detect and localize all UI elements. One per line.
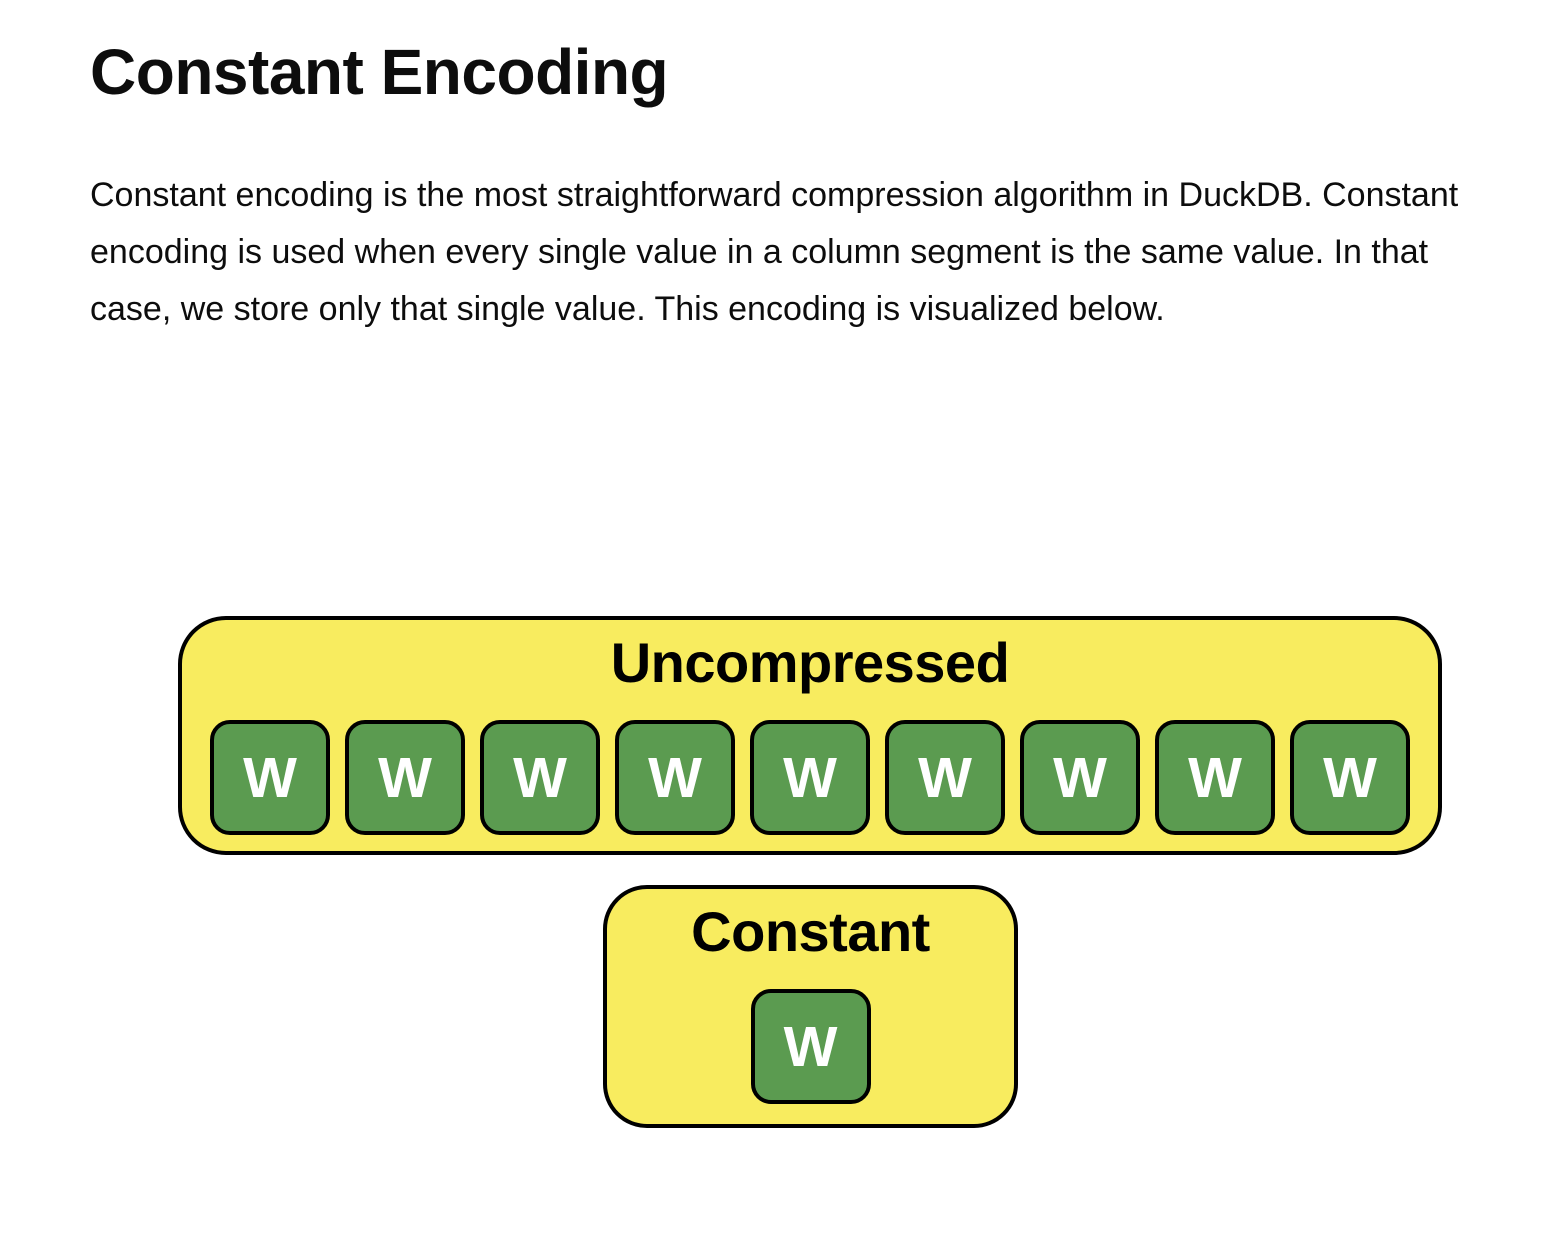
uncompressed-label: Uncompressed bbox=[610, 631, 1010, 694]
constant-label: Constant bbox=[691, 900, 930, 963]
value-cell: W bbox=[480, 720, 600, 835]
value-cell: W bbox=[751, 989, 871, 1104]
value-cell: W bbox=[210, 720, 330, 835]
uncompressed-cells-row bbox=[182, 720, 1438, 835]
value-cell: W bbox=[1155, 720, 1275, 835]
uncompressed-container bbox=[178, 616, 1442, 855]
value-cell: W bbox=[345, 720, 465, 835]
page-title: Constant Encoding bbox=[90, 36, 669, 108]
value-cell: W bbox=[1290, 720, 1410, 835]
value-cell: W bbox=[1020, 720, 1140, 835]
constant-container bbox=[603, 885, 1018, 1128]
intro-paragraph: Constant encoding is the most straightforward compression algorithm in DuckDB. Constant encoding is used when every single value in a column segment is the same value. In that case, we store only that single value. This encoding is visualized below. bbox=[90, 176, 1459, 328]
constant-cells-row bbox=[607, 989, 1014, 1104]
value-cell: W bbox=[885, 720, 1005, 835]
value-cell: W bbox=[750, 720, 870, 835]
value-cell: W bbox=[615, 720, 735, 835]
